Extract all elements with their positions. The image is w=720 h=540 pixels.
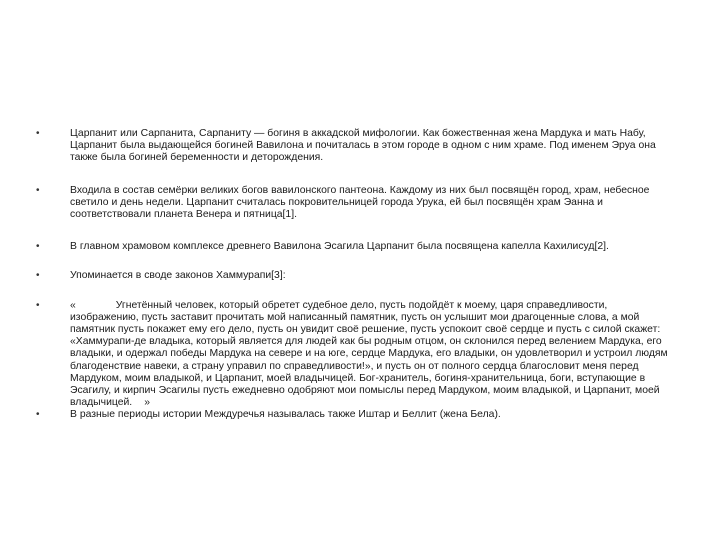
bullet-marker: • — [36, 270, 40, 282]
bullet-text: В разные периоды истории Междуречья называлась также Иштар и Беллит (жена Бела). — [70, 409, 501, 421]
bullet-item-hammurabi-code — [36, 270, 676, 282]
quote-text: Угнетённый человек, который обретет судебное дело, пусть подойдёт к моему, царя справедливости, изображению, пусть заставит прочитать мой написанный памятник, пусть он услышит мои драгоценные слова, а мой памятник пусть покажет ему его дело, пусть он увидит своё решение, пусть успокоит своё сердце и пусть с силой скажет: «Хаммурапи-де владыка, который является для людей как бы родным отцом, он склонился перед велением Мардука, его владыки, и одержал победы Мардука на севере и на юге, сердце Мардука, его владыки, он удовлетворил и устроил людям благоденствие навеки, а страну управил по справедливости!», и пусть он от полного сердца благословит меня перед Мардуком, моим владыкой, и Царпанит, моей владычицей. Бог-хранитель, богиня-хранительница, боги, вступающие в Эсагилу, и кирпич Эсагилы пусть ежедневно одобряют мои помыслы перед Мардуком, моим владыкой, и Царпанит, моей владычицей. — [70, 299, 668, 409]
bullet-text: Входила в состав семёрки великих богов вавилонского пантеона. Каждому из них был посвящён город, храм, небесное светило и день недели. Царпанит считалась покровительницей города Урука, ей был посвящён храм Эанна и соответствовали планета Венера и пятница[1]. — [70, 184, 650, 221]
bullet-text: Упоминается в своде законов Хаммурапи[3]: — [70, 270, 286, 282]
bullet-item-tsarpanit-intro — [36, 128, 676, 165]
bullet-list — [36, 128, 676, 422]
bullet-marker: • — [36, 409, 40, 421]
bullet-marker: • — [36, 128, 40, 139]
bullet-item-esagila-chapel — [36, 241, 676, 253]
quote-block — [70, 300, 676, 410]
bullet-text: Царпанит или Сарпанита, Сарпаниту — богиня в аккадской мифологии. Как божественная жена Мардука и мать Набу, Царпанит была выдающейся богиней Вавилона и почиталась в этом городе в одном с ним храме. Под именем Эруа она также была богиней беременности и деторождения. — [70, 128, 656, 164]
bullet-item-other-names — [36, 409, 676, 421]
bullet-item-seven-gods — [36, 185, 676, 222]
quote-close-mark: » — [144, 397, 150, 409]
bullet-marker: • — [36, 184, 40, 196]
bullet-text: В главном храмовом комплексе древнего Вавилона Эсагила Царпанит была посвящена капелла Кахилисуд[2]. — [70, 241, 609, 253]
bullet-item-quote — [36, 300, 676, 410]
bullet-marker: • — [36, 241, 40, 253]
quote-open-mark: « — [70, 299, 76, 311]
bullet-marker: • — [36, 299, 40, 311]
